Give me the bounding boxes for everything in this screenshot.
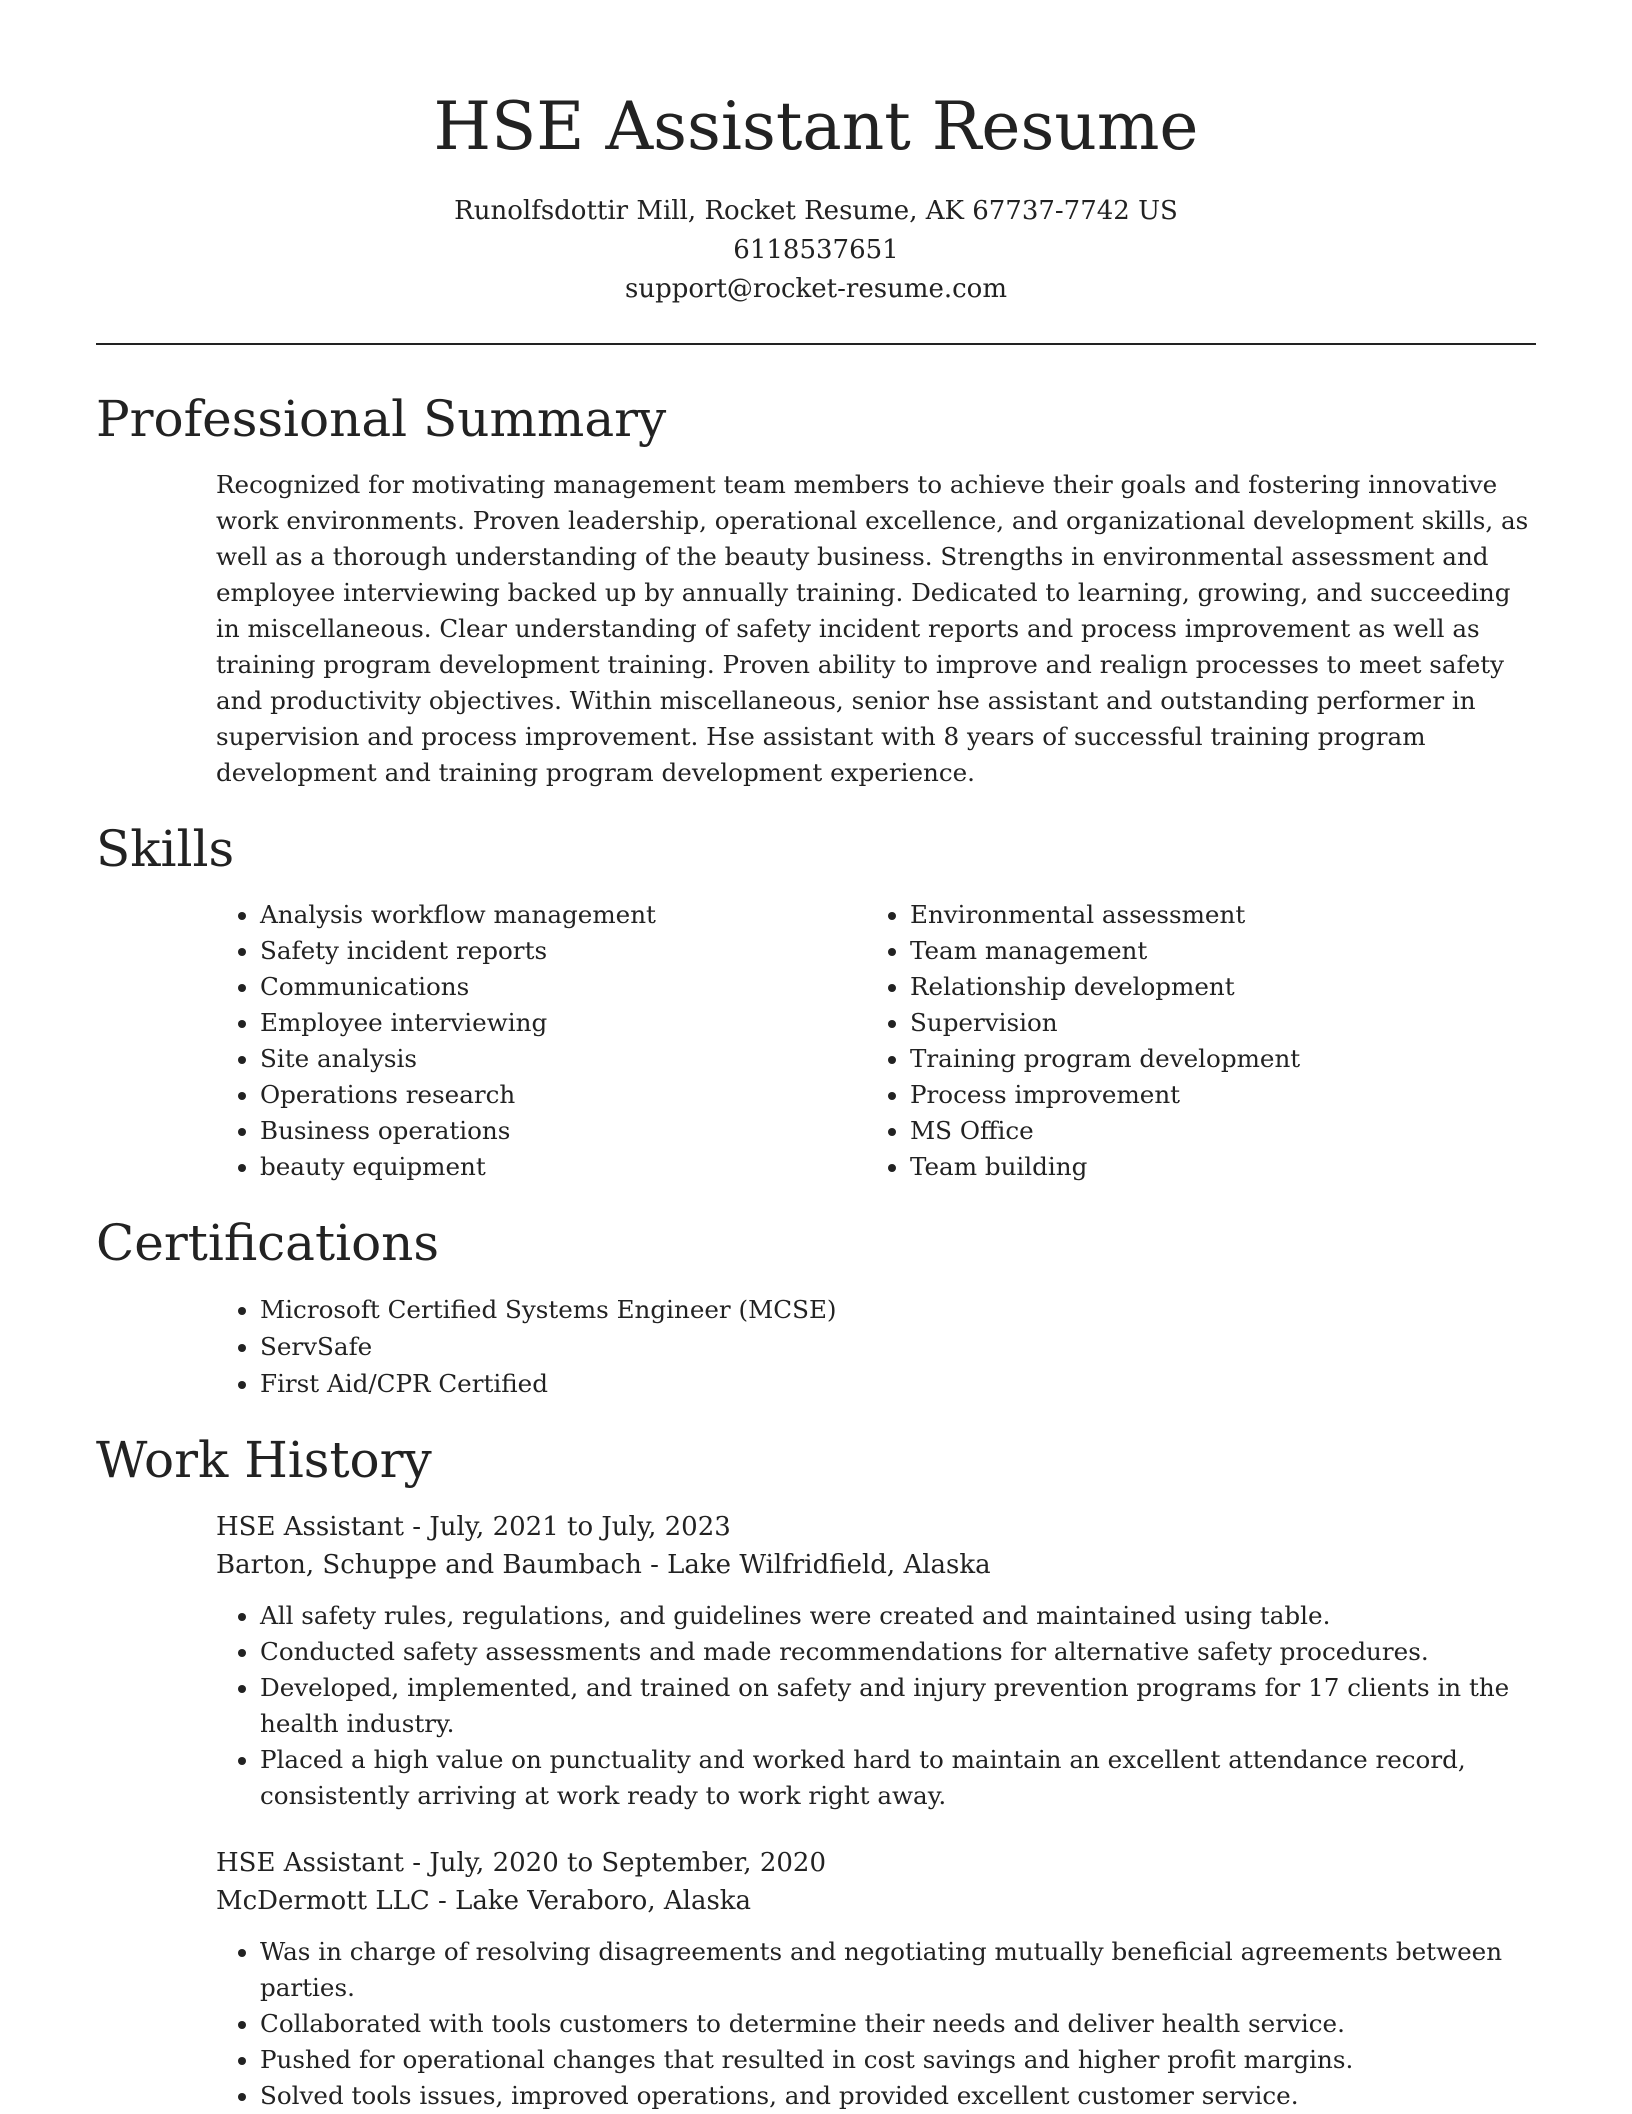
skill-item: • Relationship development xyxy=(910,969,1516,1005)
skill-item: • Operations research xyxy=(260,1077,866,1113)
skill-item: • Supervision xyxy=(910,1005,1516,1041)
job-location: Lake Veraboro, Alaska xyxy=(455,1886,752,1916)
skill-item: • Site analysis xyxy=(260,1041,866,1077)
job-dates: July, 2021 to July, 2023 xyxy=(429,1512,731,1542)
job-title-line: HSE Assistant - July, 2020 to September, 2020 xyxy=(216,1848,827,1878)
job-bullet: • Collaborated with tools customers to determine their needs and deliver health service. xyxy=(260,2006,1536,2042)
certifications-heading: Certifications xyxy=(96,1214,440,1272)
job-dates: July, 2020 to September, 2020 xyxy=(429,1848,827,1878)
job-bullet: • Developed, implemented, and trained on safety and injury prevention programs for 17 clients in the health industry. xyxy=(260,1670,1536,1742)
job-bullets xyxy=(216,1598,1536,1814)
certification-item: • First Aid/CPR Certified xyxy=(260,1365,1536,1402)
job-company: Barton, Schuppe and Baumbach xyxy=(216,1550,642,1580)
resume-page xyxy=(96,0,1536,2114)
summary-heading: Professional Summary xyxy=(96,390,667,448)
job-bullet: • All safety rules, regulations, and guidelines were created and maintained using table. xyxy=(260,1598,1536,1634)
skill-item: • Training program development xyxy=(910,1041,1516,1077)
certifications-list xyxy=(216,1291,1536,1402)
work-history-section xyxy=(96,1428,1536,2114)
skill-item: • Employee interviewing xyxy=(260,1005,866,1041)
resume-title: HSE Assistant Resume xyxy=(433,88,1199,165)
job-location: Lake Wilfridfield, Alaska xyxy=(667,1550,991,1580)
job-entry xyxy=(216,1508,1536,1814)
certification-item: • Microsoft Certified Systems Engineer (MCSE) xyxy=(260,1291,1536,1328)
job-company-line: McDermott LLC - Lake Veraboro, Alaska xyxy=(216,1886,752,1916)
contact-phone: 6118537651 xyxy=(733,235,899,265)
certifications-section xyxy=(96,1211,1536,1402)
job-bullet: • Placed a high value on punctuality and worked hard to maintain an excellent attendance record, consistently arriving at work ready to work right away. xyxy=(260,1742,1536,1814)
skills-section xyxy=(96,817,1536,1185)
job-bullets xyxy=(216,1934,1536,2114)
job-role: HSE Assistant xyxy=(216,1512,404,1542)
work-history-heading: Work History xyxy=(96,1431,432,1489)
header-divider xyxy=(96,343,1536,345)
skill-item: • Team building xyxy=(910,1149,1516,1185)
skill-item: • Communications xyxy=(260,969,866,1005)
job-title-line: HSE Assistant - July, 2021 to July, 2023 xyxy=(216,1512,731,1542)
skill-item: • Process improvement xyxy=(910,1077,1516,1113)
job-company-line: Barton, Schuppe and Baumbach - Lake Wilfridfield, Alaska xyxy=(216,1550,991,1580)
skills-columns xyxy=(216,897,1536,1185)
skill-item: • Business operations xyxy=(260,1113,866,1149)
skills-heading: Skills xyxy=(96,820,235,878)
skill-item: • Analysis workflow management xyxy=(260,897,866,933)
skill-item: • beauty equipment xyxy=(260,1149,866,1185)
job-role: HSE Assistant xyxy=(216,1848,404,1878)
contact-address: Runolfsdottir Mill, Rocket Resume, AK 67737-7742 US xyxy=(454,196,1178,226)
job-bullet: • Solved tools issues, improved operations, and provided excellent customer service. xyxy=(260,2078,1536,2114)
resume-header xyxy=(96,0,1536,309)
skill-item: • Safety incident reports xyxy=(260,933,866,969)
job-bullet: • Conducted safety assessments and made recommendations for alternative safety procedures. xyxy=(260,1634,1536,1670)
skill-item: • MS Office xyxy=(910,1113,1516,1149)
summary-section xyxy=(96,387,1536,791)
job-bullet: • Pushed for operational changes that resulted in cost savings and higher profit margins. xyxy=(260,2042,1536,2078)
skills-list-left xyxy=(216,897,866,1185)
skill-item: • Team management xyxy=(910,933,1516,969)
contact-email: support@rocket-resume.com xyxy=(624,274,1007,304)
contact-block xyxy=(96,192,1536,309)
job-company: McDermott LLC xyxy=(216,1886,430,1916)
skills-list-right xyxy=(866,897,1516,1185)
skill-item: • Environmental assessment xyxy=(910,897,1516,933)
job-entry xyxy=(216,1844,1536,2114)
job-bullet: • Was in charge of resolving disagreements and negotiating mutually beneficial agreements between parties. xyxy=(260,1934,1536,2006)
certification-item: • ServSafe xyxy=(260,1328,1536,1365)
summary-text: Recognized for motivating management team members to achieve their goals and fostering innovative work environments. Proven leadership, operational excellence, and organizational development skills, as well as a thorough understanding of the beauty business. Strengths in environmental assessment and employee interviewing backed up by annually training. Dedicated to learning, growing, and succeeding in miscellaneous. Clear understanding of safety incident reports and process improvement as well as training program development training. Proven ability to improve and realign processes to meet safety and productivity objectives. Within miscellaneous, senior hse assistant and outstanding performer in supervision and process improvement. Hse assistant with 8 years of successful training program development and training program development experience. xyxy=(216,470,1529,787)
